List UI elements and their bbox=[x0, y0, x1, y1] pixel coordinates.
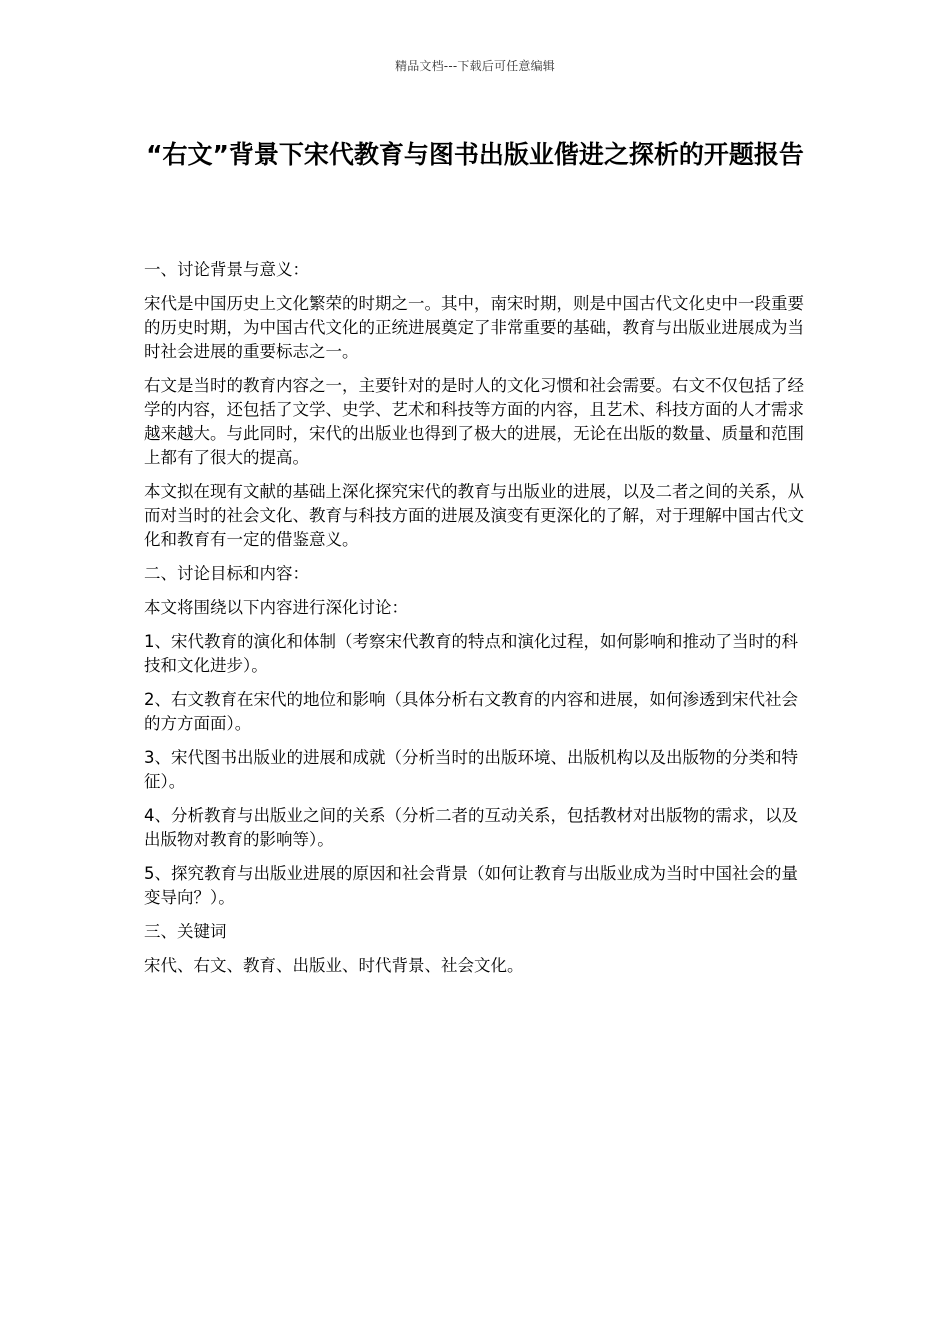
paragraph: 本文拟在现有文献的基础上深化探究宋代的教育与出版业的进展，以及二者之间的关系，从而对当时的社会文化、教育与科技方面的进展及演变有更深化的了解，对于理解中国古代文化和教育有一定的借鉴意义。 bbox=[144, 482, 804, 549]
list-item: 4、分析教育与出版业之间的关系（分析二者的互动关系，包括教材对出版物的需求，以及出版物对教育的影响等）。 bbox=[144, 806, 798, 849]
list-item: 5、探究教育与出版业进展的原因和社会背景（如何让教育与出版业成为当时中国社会的量变导向？）。 bbox=[144, 864, 798, 907]
paragraph: 宋代是中国历史上文化繁荣的时期之一。其中，南宋时期，则是中国古代文化史中一段重要的历史时期，为中国古代文化的正统进展奠定了非常重要的基础，教育与出版业进展成为当时社会进展的重要标志之一。 bbox=[144, 294, 804, 361]
document-title: “右文”背景下宋代教育与图书出版业偕进之探析的开题报告 bbox=[146, 140, 804, 169]
document-body bbox=[144, 258, 808, 988]
paragraph: 本文将围绕以下内容进行深化讨论： bbox=[144, 598, 408, 617]
paragraph: 右文是当时的教育内容之一，主要针对的是时人的文化习惯和社会需要。右文不仅包括了经学的内容，还包括了文学、史学、艺术和科技等方面的内容，且艺术、科技方面的人才需求越来越大。与此同时，宋代的出版业也得到了极大的进展，无论在出版的数量、质量和范围上都有了很大的提高。 bbox=[144, 376, 804, 467]
list-item: 1、宋代教育的演化和体制（考察宋代教育的特点和演化过程，如何影响和推动了当时的科技和文化进步）。 bbox=[144, 632, 798, 675]
section-heading-keywords: 三、关键词 bbox=[144, 922, 227, 941]
list-item: 2、右文教育在宋代的地位和影响（具体分析右文教育的内容和进展，如何渗透到宋代社会的方方面面）。 bbox=[144, 690, 798, 733]
header-note: 精品文档---下载后可任意编辑 bbox=[395, 59, 555, 73]
section-heading-objectives: 二、讨论目标和内容： bbox=[144, 564, 309, 583]
list-item: 3、宋代图书出版业的进展和成就（分析当时的出版环境、出版机构以及出版物的分类和特征）。 bbox=[144, 748, 798, 791]
keywords-text: 宋代、右文、教育、出版业、时代背景、社会文化。 bbox=[144, 956, 524, 975]
section-heading-background: 一、讨论背景与意义： bbox=[144, 260, 309, 279]
